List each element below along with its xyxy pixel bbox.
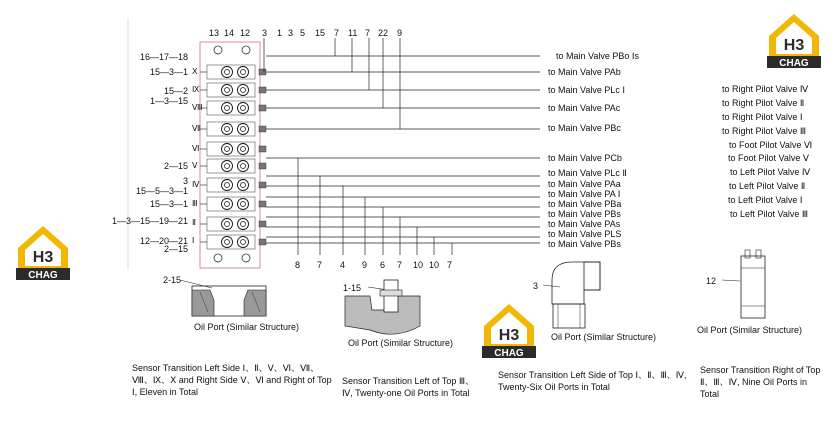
- port-rows: [200, 65, 266, 249]
- roman-numeral: Ⅴ: [192, 161, 198, 170]
- caption-3: Sensor Transition Left Side of Top Ⅰ、Ⅱ、Ⅲ、Ⅳ, Twenty-Six Oil Ports in Total: [498, 370, 687, 392]
- bottom-callout: 7: [447, 260, 453, 270]
- main-valve-label: to Main Valve PAc: [548, 103, 621, 113]
- main-valve-label: to Main Valve PA Ⅰ: [548, 189, 621, 199]
- left-callout: 2—15: [163, 244, 188, 254]
- logo-text: H3: [498, 327, 520, 344]
- top-callout: 22: [378, 28, 389, 38]
- port-row: [200, 142, 266, 156]
- roman-numeral: Ⅷ: [192, 103, 203, 112]
- pilot-valve-label: to Right Pilot Valve Ⅱ: [722, 98, 805, 108]
- elbow-fitting-detail: [543, 262, 600, 328]
- port-row: [200, 178, 266, 192]
- top-callouts: [209, 28, 402, 38]
- detail-callout-4: 12: [706, 276, 717, 286]
- top-callout: 14: [224, 28, 235, 38]
- oil-port-label-4: Oil Port (Similar Structure): [697, 325, 803, 335]
- main-valve-label: to Main Valve PBo Ⅰs: [556, 51, 640, 61]
- pilot-valve-label: to Right Pilot Valve Ⅳ: [722, 84, 809, 94]
- oil-port-label-2: Oil Port (Similar Structure): [348, 338, 454, 348]
- roman-numeral: Ⅳ: [192, 180, 200, 189]
- logo-text: H3: [783, 37, 805, 54]
- bottom-callout: 7: [397, 260, 403, 270]
- left-callout: 3: [182, 176, 188, 186]
- oil-port-label-3: Oil Port (Similar Structure): [551, 332, 657, 342]
- top-callout: 13: [209, 28, 220, 38]
- oil-port-label-1: Oil Port (Similar Structure): [194, 322, 300, 332]
- roman-numeral: Ⅸ: [192, 85, 200, 94]
- main-valve-label: to Main Valve PLc Ⅱ: [548, 168, 627, 178]
- left-callout: 1—3—15—19—21: [111, 216, 188, 226]
- pilot-valve-label: to Right Pilot Valve Ⅰ: [722, 112, 803, 122]
- main-valve-label: to Main Valve PBs: [548, 239, 621, 249]
- port-row: [200, 235, 266, 249]
- top-callout: 3: [288, 28, 294, 38]
- roman-numeral: Ⅲ: [192, 199, 198, 208]
- roman-numeral: Ⅶ: [192, 124, 201, 133]
- port-row: [200, 197, 266, 211]
- main-valve-label: to Main Valve PAa: [548, 179, 621, 189]
- left-callout: 16—17—18: [139, 52, 188, 62]
- top-callout: 3: [262, 28, 268, 38]
- detail-callout-1: 2-15: [163, 275, 182, 285]
- top-callout: 12: [240, 28, 251, 38]
- main-valve-label: to Main Valve PBs: [548, 209, 621, 219]
- main-valve-label: to Main Valve PAs: [548, 219, 621, 229]
- main-valve-label: to Main Valve PCb: [548, 153, 622, 163]
- bottom-callouts: [295, 260, 452, 270]
- left-callout: 15—2: [163, 86, 188, 96]
- brand-logo-top-right: [763, 10, 825, 75]
- main-valve-label: to Main Valve PAb: [548, 67, 621, 77]
- leader-lines: [264, 38, 540, 255]
- left-callout: 15—3—1: [149, 199, 188, 209]
- straight-adapter-detail: [722, 250, 765, 318]
- pilot-valve-label: to Left Pilot Valve Ⅰ: [728, 195, 803, 205]
- top-callout: 5: [300, 28, 306, 38]
- bottom-callout: 4: [340, 260, 346, 270]
- oil-port-detail-1: [180, 280, 266, 316]
- top-callout: 9: [397, 28, 403, 38]
- bottom-callout: 7: [317, 260, 323, 270]
- main-valve-label: to Main Valve PLc Ⅰ: [548, 85, 626, 95]
- pilot-valve-label: to Left Pilot Valve Ⅳ: [730, 167, 811, 177]
- main-valve-label: to Main Valve PBa: [548, 199, 622, 209]
- logo-subtext: CHAG: [779, 58, 809, 69]
- logo-text: H3: [32, 249, 54, 266]
- top-callout: 7: [334, 28, 340, 38]
- port-row: [200, 159, 266, 173]
- left-callout: 15—5—3—1: [135, 186, 188, 196]
- pilot-valve-label: to Left Pilot Valve Ⅱ: [729, 181, 806, 191]
- left-callout: 1—3—15: [149, 96, 188, 106]
- caption-1: Sensor Transition Left Side Ⅰ、Ⅱ、Ⅴ、Ⅵ、Ⅶ、Ⅷ、Ⅸ、Ⅹ and Right Side Ⅴ、Ⅵ and Right of Top Ⅰ, Eleven in Total: [132, 363, 332, 397]
- left-callout: 12—20—21: [139, 236, 188, 246]
- pilot-valve-label: to Right Pilot Valve Ⅲ: [722, 126, 807, 136]
- roman-numeral: Ⅹ: [192, 67, 198, 76]
- left-callout: 2—15: [163, 161, 188, 171]
- pilot-valve-label: to Left Pilot Valve Ⅲ: [730, 209, 809, 219]
- pilot-valve-label: to Foot Pilot Valve Ⅵ: [729, 140, 813, 150]
- top-callout: 11: [348, 28, 358, 38]
- bottom-callout: 10: [413, 260, 424, 270]
- port-row: [200, 65, 266, 79]
- roman-numeral: Ⅵ: [192, 144, 200, 153]
- brand-logo-center: [478, 300, 540, 365]
- roman-numeral: Ⅱ: [192, 218, 196, 227]
- top-callout: 7: [365, 28, 371, 38]
- main-valve-label: to Main Valve PBc: [548, 123, 621, 133]
- bottom-callout: 8: [295, 260, 301, 270]
- caption-2: Sensor Transition Left of Top Ⅲ、Ⅳ, Twenty-one Oil Ports in Total: [342, 376, 475, 398]
- roman-numeral: Ⅰ: [192, 236, 195, 245]
- bottom-callout: 9: [362, 260, 368, 270]
- main-valve-label: to Main Valve PLS: [548, 229, 622, 239]
- pilot-valve-label: to Foot Pilot Valve Ⅴ: [728, 153, 810, 163]
- detail-callout-3: 3: [533, 281, 539, 291]
- port-row: [200, 83, 266, 97]
- left-callout: 15—3—1: [149, 67, 188, 77]
- bottom-callout: 10: [429, 260, 440, 270]
- top-callout: 15: [315, 28, 326, 38]
- detail-callout-2: 1-15: [343, 283, 362, 293]
- bottom-callout: 6: [380, 260, 386, 270]
- port-row: [200, 122, 266, 136]
- logo-subtext: CHAG: [494, 348, 524, 359]
- logo-subtext: CHAG: [28, 270, 58, 281]
- caption-4: Sensor Transition Right of Top Ⅱ、Ⅲ、Ⅳ, Nine Oil Ports in Total: [700, 365, 821, 399]
- brand-logo-left: [12, 222, 74, 287]
- manifold-frame: [200, 42, 260, 268]
- top-callout: 1: [277, 28, 283, 38]
- port-row: [200, 101, 266, 115]
- port-row: [200, 217, 266, 231]
